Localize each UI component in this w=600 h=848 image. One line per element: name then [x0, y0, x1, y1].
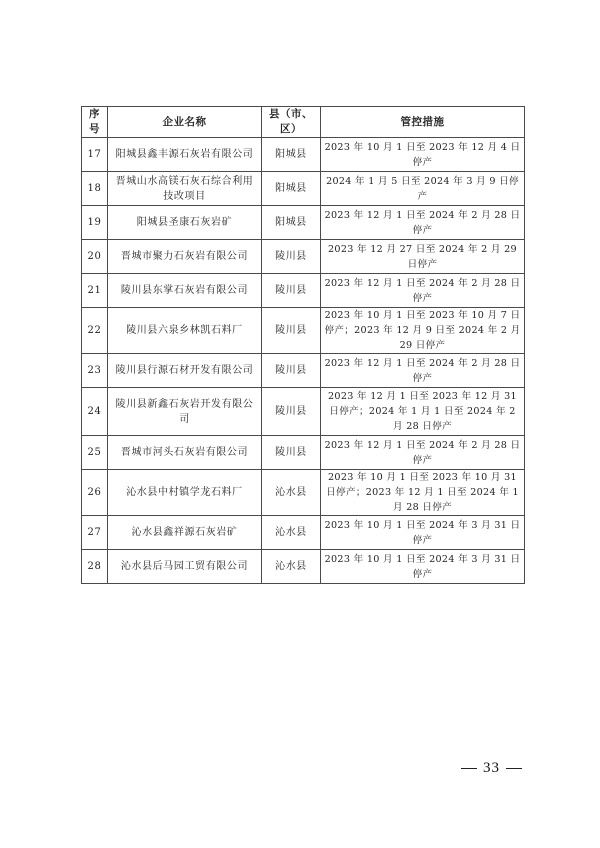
cell-measure: 2023 年 12 月 1 日至 2024 年 2 月 28 日停产	[321, 354, 525, 388]
table-row	[82, 172, 525, 206]
cell-measure: 2023 年 12 月 1 日至 2024 年 2 月 28 日停产	[321, 206, 525, 240]
cell-measure: 2023 年 10 月 1 日至 2023 年 10 月 31 日停产；2023 年 12 月 1 日至 2024 年 1 月 28 日停产	[321, 470, 525, 516]
cell-county: 陵川县	[262, 240, 321, 274]
table-row	[82, 308, 525, 354]
cell-name: 晋城山水高镁石灰石综合利用技改项目	[108, 172, 262, 206]
cell-name: 陵川县新鑫石灰岩开发有限公司	[108, 388, 262, 436]
table-row	[82, 550, 525, 584]
cell-no: 23	[82, 354, 108, 388]
cell-county: 沁水县	[262, 470, 321, 516]
header-name: 企业名称	[108, 107, 262, 138]
cell-name: 陵川县行源石材开发有限公司	[108, 354, 262, 388]
cell-name: 晋城市河头石灰岩有限公司	[108, 436, 262, 470]
cell-name: 沁水县鑫祥源石灰岩矿	[108, 516, 262, 550]
cell-name: 陵川县东掌石灰岩有限公司	[108, 274, 262, 308]
cell-county: 阳城县	[262, 138, 321, 172]
cell-measure: 2023 年 12 月 27 日至 2024 年 2 月 29 日停产	[321, 240, 525, 274]
table-row	[82, 206, 525, 240]
cell-measure: 2023 年 10 月 1 日至 2023 年 12 月 4 日停产	[321, 138, 525, 172]
cell-name: 阳城县圣康石灰岩矿	[108, 206, 262, 240]
table-row	[82, 388, 525, 436]
table-row	[82, 354, 525, 388]
cell-county: 沁水县	[262, 550, 321, 584]
cell-no: 28	[82, 550, 108, 584]
cell-name: 阳城县鑫丰源石灰岩有限公司	[108, 138, 262, 172]
cell-no: 22	[82, 308, 108, 354]
cell-no: 25	[82, 436, 108, 470]
cell-name: 陵川县六泉乡林凯石料厂	[108, 308, 262, 354]
cell-no: 26	[82, 470, 108, 516]
cell-county: 沁水县	[262, 516, 321, 550]
cell-measure: 2023 年 10 月 1 日至 2023 年 10 月 7 日停产；2023 年 12 月 9 日至 2024 年 2 月 29 日停产	[321, 308, 525, 354]
cell-measure: 2023 年 12 月 1 日至 2024 年 2 月 28 日停产	[321, 436, 525, 470]
cell-county: 阳城县	[262, 206, 321, 240]
cell-county: 陵川县	[262, 388, 321, 436]
cell-measure: 2024 年 1 月 5 日至 2024 年 3 月 9 日停产	[321, 172, 525, 206]
cell-name: 沁水县中村镇学龙石料厂	[108, 470, 262, 516]
cell-measure: 2023 年 12 月 1 日至 2023 年 12 月 31 日停产；2024 年 1 月 1 日至 2024 年 2 月 28 日停产	[321, 388, 525, 436]
header-no: 序号	[82, 107, 108, 138]
table-row	[82, 138, 525, 172]
cell-county: 陵川县	[262, 436, 321, 470]
cell-no: 18	[82, 172, 108, 206]
cell-measure: 2023 年 12 月 1 日至 2024 年 2 月 28 日停产	[321, 274, 525, 308]
cell-county: 阳城县	[262, 172, 321, 206]
dash-right	[506, 768, 522, 769]
cell-county: 陵川县	[262, 308, 321, 354]
cell-no: 24	[82, 388, 108, 436]
control-measures-table	[81, 106, 525, 584]
page-number: 33	[483, 760, 500, 776]
cell-no: 17	[82, 138, 108, 172]
table-row	[82, 470, 525, 516]
cell-no: 27	[82, 516, 108, 550]
cell-measure: 2023 年 10 月 1 日至 2024 年 3 月 31 日停产	[321, 516, 525, 550]
table-row	[82, 516, 525, 550]
dash-left	[461, 768, 477, 769]
table-row	[82, 240, 525, 274]
cell-measure: 2023 年 10 月 1 日至 2024 年 3 月 31 日停产	[321, 550, 525, 584]
cell-no: 19	[82, 206, 108, 240]
cell-name: 晋城市聚力石灰岩有限公司	[108, 240, 262, 274]
cell-county: 陵川县	[262, 354, 321, 388]
header-county: 县（市、区）	[262, 107, 321, 138]
table-header-row	[82, 107, 525, 138]
header-measure: 管控措施	[321, 107, 525, 138]
table-row	[82, 436, 525, 470]
cell-name: 沁水县后马园工贸有限公司	[108, 550, 262, 584]
page-footer	[455, 760, 528, 777]
cell-no: 20	[82, 240, 108, 274]
cell-no: 21	[82, 274, 108, 308]
table-row	[82, 274, 525, 308]
cell-county: 陵川县	[262, 274, 321, 308]
